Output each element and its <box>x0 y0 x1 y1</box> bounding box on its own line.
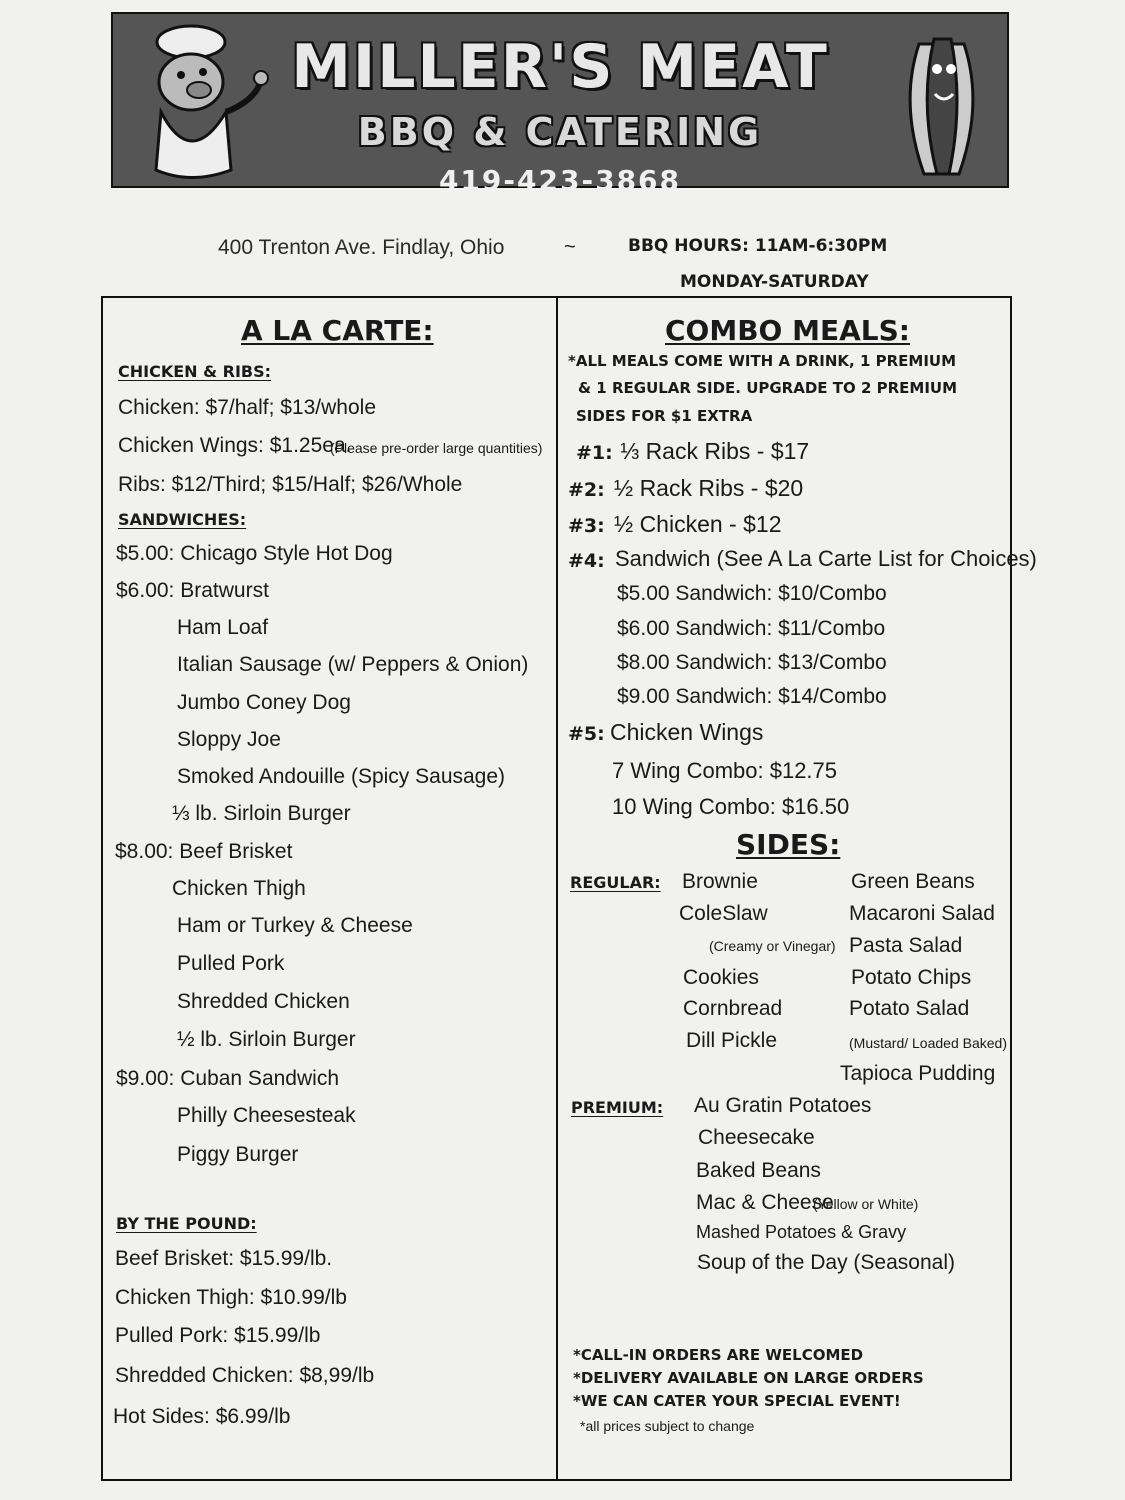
hours: BBQ HOURS: 11AM-6:30PM <box>628 236 888 256</box>
sandwich-item: Smoked Andouille (Spicy Sausage) <box>177 765 506 788</box>
sandwiches-heading: SANDWICHES: <box>118 510 247 529</box>
sandwich-item: Philly Cheesesteak <box>177 1104 356 1127</box>
side-item: Brownie <box>682 870 758 893</box>
by-pound-heading: BY THE POUND: <box>116 1214 257 1233</box>
sandwich-item: Ham Loaf <box>177 616 269 639</box>
premium-item: Cheesecake <box>698 1126 815 1149</box>
sandwich-item: $9.00: Cuban Sandwich <box>116 1067 339 1090</box>
meal-item: Sandwich (See A La Carte List for Choices) <box>615 546 1037 571</box>
combo-note-line: SIDES FOR $1 EXTRA <box>576 407 753 425</box>
meal-number: #5: <box>568 723 605 745</box>
premium-item: Baked Beans <box>696 1159 821 1182</box>
footer-note: *DELIVERY AVAILABLE ON LARGE ORDERS <box>573 1369 924 1387</box>
sandwich-item: Pulled Pork <box>177 952 285 975</box>
sandwich-item: Jumbo Coney Dog <box>177 691 351 714</box>
sandwich-item: Ham or Turkey & Cheese <box>177 914 413 937</box>
sandwich-item: Italian Sausage (w/ Peppers & Onion) <box>177 653 529 676</box>
wings-price: Chicken Wings: $1.25ea. <box>118 434 352 457</box>
meal-item: ½ Rack Ribs - $20 <box>614 475 804 501</box>
wing-combo: 7 Wing Combo: $12.75 <box>612 758 838 783</box>
footer-note: *CALL-IN ORDERS ARE WELCOMED <box>573 1346 864 1364</box>
sandwich-combo: $8.00 Sandwich: $13/Combo <box>617 651 887 674</box>
address: 400 Trenton Ave. Findlay, Ohio <box>218 236 505 259</box>
premium-item: Soup of the Day (Seasonal) <box>697 1251 955 1274</box>
premium-item: Mac & Cheese <box>696 1191 834 1214</box>
footer-note: *WE CAN CATER YOUR SPECIAL EVENT! <box>573 1392 901 1410</box>
side-item: Macaroni Salad <box>849 902 995 925</box>
side-item: Potato Chips <box>851 966 972 989</box>
side-note: (Creamy or Vinegar) <box>709 938 836 954</box>
sandwich-combo: $6.00 Sandwich: $11/Combo <box>617 617 886 640</box>
regular-label: REGULAR: <box>570 873 661 892</box>
chicken-price: Chicken: $7/half; $13/whole <box>118 396 376 419</box>
meal-item: ½ Chicken - $12 <box>614 511 782 537</box>
premium-label: PREMIUM: <box>571 1098 664 1117</box>
sandwich-item: Chicken Thigh <box>172 877 306 900</box>
side-note: (Mustard/ Loaded Baked) <box>849 1035 1007 1051</box>
side-item: Tapioca Pudding <box>840 1062 996 1085</box>
sandwich-item: $6.00: Bratwurst <box>116 579 269 602</box>
pound-item: Pulled Pork: $15.99/lb <box>115 1324 321 1347</box>
side-item: Green Beans <box>851 870 975 893</box>
sandwich-combo: $5.00 Sandwich: $10/Combo <box>617 582 887 605</box>
combo-title: COMBO MEALS: <box>665 314 910 347</box>
sandwich-item: ½ lb. Sirloin Burger <box>177 1028 356 1051</box>
meal-number: #3: <box>568 515 605 537</box>
alacarte-title: A LA CARTE: <box>241 314 434 347</box>
side-item: ColeSlaw <box>679 902 768 925</box>
combo-note-line: & 1 REGULAR SIDE. UPGRADE TO 2 PREMIUM <box>578 379 958 397</box>
combo-note-line: *ALL MEALS COME WITH A DRINK, 1 PREMIUM <box>568 352 957 370</box>
sandwich-item: Sloppy Joe <box>177 728 281 751</box>
meal-item: Chicken Wings <box>610 719 764 745</box>
side-item: Cookies <box>683 966 759 989</box>
side-item: Pasta Salad <box>849 934 963 957</box>
sandwich-item: $8.00: Beef Brisket <box>115 840 293 863</box>
phone-number: 419-423-3868 <box>438 164 682 197</box>
sandwich-item: ⅓ lb. Sirloin Burger <box>172 802 351 825</box>
ribs-price: Ribs: $12/Third; $15/Half; $26/Whole <box>118 473 463 496</box>
premium-item: Au Gratin Potatoes <box>694 1094 872 1117</box>
meal-number: #1: <box>576 442 613 464</box>
wing-combo: 10 Wing Combo: $16.50 <box>612 794 850 819</box>
price-disclaimer: *all prices subject to change <box>580 1418 755 1434</box>
mac-note: (Yellow or White) <box>813 1196 919 1212</box>
pound-item: Shredded Chicken: $8,99/lb <box>115 1364 375 1387</box>
pound-item: Beef Brisket: $15.99/lb. <box>115 1247 333 1270</box>
brand-subtitle: BBQ & CATERING <box>357 110 763 154</box>
sides-title: SIDES: <box>736 828 841 861</box>
meal-item: ⅓ Rack Ribs - $17 <box>620 438 810 464</box>
meal-number: #2: <box>568 479 605 501</box>
side-item: Potato Salad <box>849 997 970 1020</box>
sandwich-item: Shredded Chicken <box>177 990 350 1013</box>
sandwich-item: $5.00: Chicago Style Hot Dog <box>116 542 393 565</box>
premium-item: Mashed Potatoes & Gravy <box>696 1222 907 1242</box>
side-item: Cornbread <box>683 997 783 1020</box>
meal-number: #4: <box>568 550 605 572</box>
separator: ~ <box>564 236 576 258</box>
hotdog-icon <box>879 24 999 184</box>
pound-item: Hot Sides: $6.99/lb <box>113 1405 291 1428</box>
days: MONDAY-SATURDAY <box>680 272 869 292</box>
wings-note: (Please pre-order large quantities) <box>330 440 543 456</box>
side-item: Dill Pickle <box>686 1029 778 1052</box>
sandwich-item: Piggy Burger <box>177 1143 299 1166</box>
pound-item: Chicken Thigh: $10.99/lb <box>115 1286 347 1309</box>
brand-name: MILLER'S MEAT <box>291 32 829 102</box>
header-banner <box>111 12 1009 197</box>
column-divider <box>556 296 558 1481</box>
chicken-ribs-heading: CHICKEN & RIBS: <box>118 362 272 381</box>
sandwich-combo: $9.00 Sandwich: $14/Combo <box>617 685 887 708</box>
